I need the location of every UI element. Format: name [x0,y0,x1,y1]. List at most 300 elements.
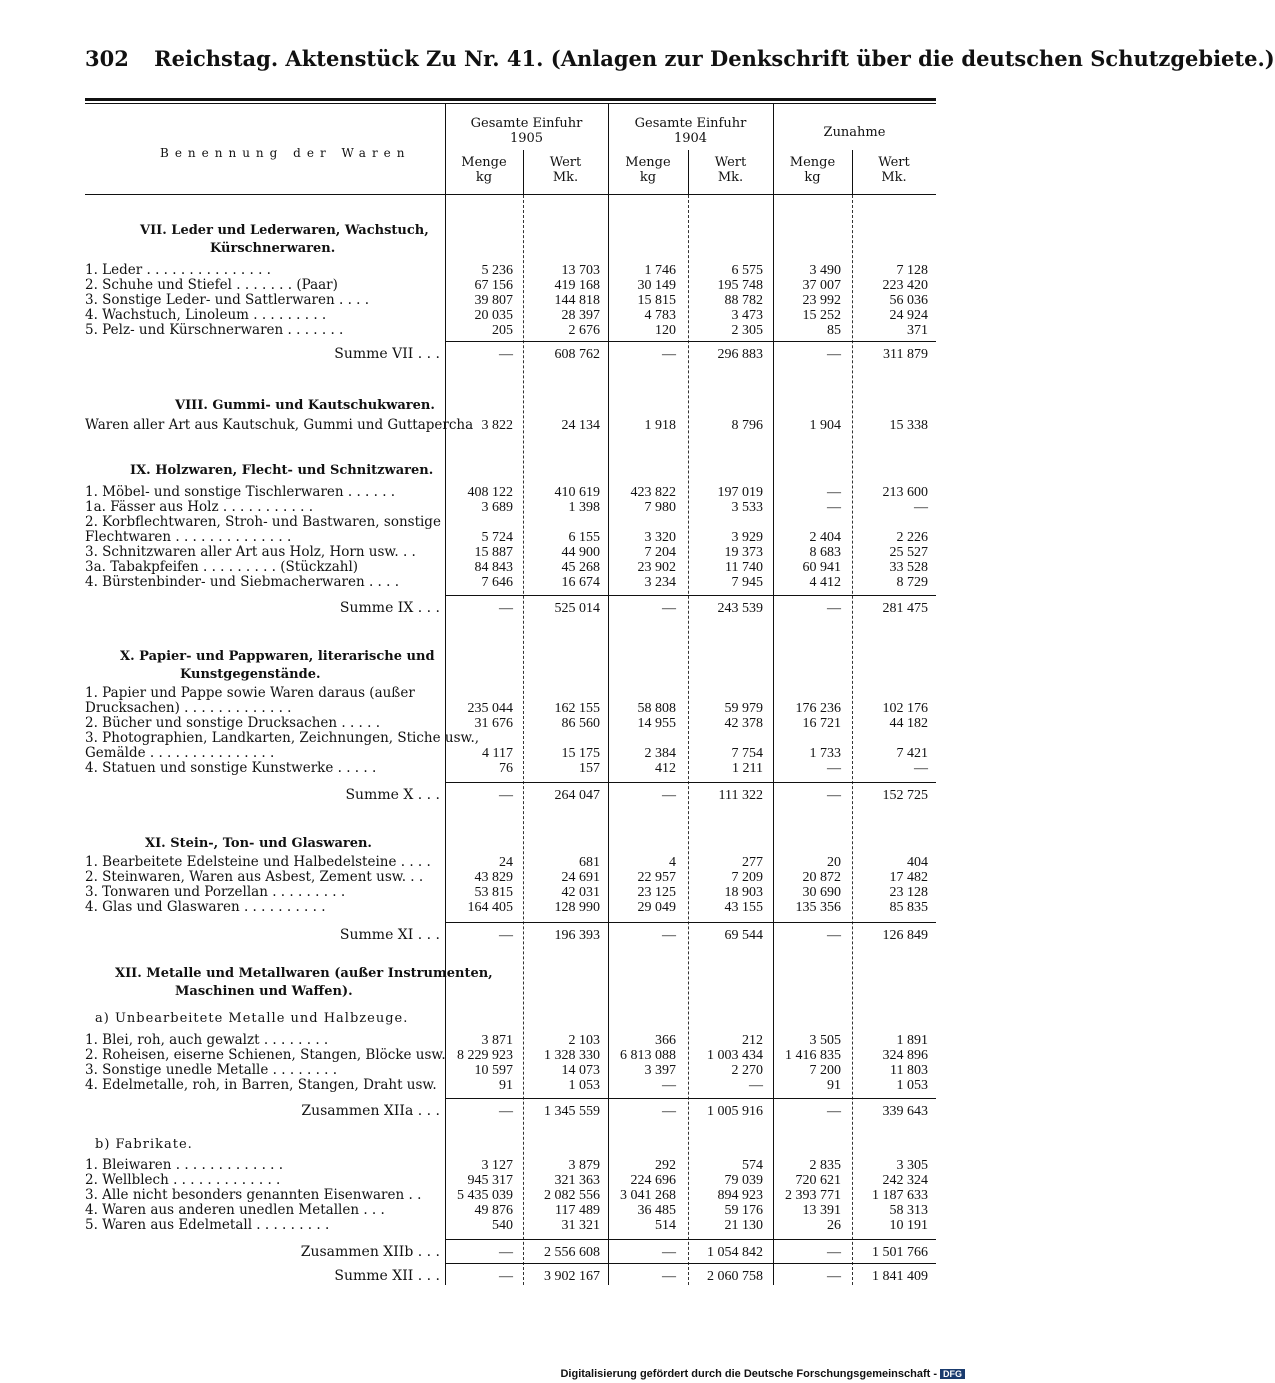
table-row [85,263,936,278]
cell-value: 525 014 [554,601,600,616]
cell-value: 242 324 [882,1173,928,1188]
cell-value: — [499,1104,513,1119]
cell-value: 212 [742,1033,763,1048]
sum-row [85,928,936,943]
section-title: X. Papier- und Pappwaren, literarische und Kunstgegenstände. [120,649,435,682]
cell-value: 1 904 [809,418,841,433]
cell-value: 11 740 [725,560,763,575]
cell-value: — [662,1104,676,1119]
table-row [85,855,936,870]
table-row [85,1063,936,1078]
cell-value: 16 674 [561,575,600,590]
cell-value: 3 902 167 [544,1269,600,1284]
cell-value: 79 039 [724,1173,763,1188]
cell-value: 423 822 [630,485,676,500]
cell-value: 59 176 [724,1203,763,1218]
cell-value: 3 689 [481,500,513,515]
cell-value: — [499,788,513,803]
cell-value: 408 122 [467,485,513,500]
cell-value: 3 822 [481,418,513,433]
table-row [85,1188,936,1203]
cell-value: 1 054 842 [707,1245,763,1260]
cell-value: 514 [655,1218,676,1233]
table-row [85,900,936,915]
cell-value: 30 690 [802,885,841,900]
cell-value: 24 924 [889,308,928,323]
row-label: 1. Leder . . . . . . . . . . . . . . . [85,262,271,278]
cell-value: 45 268 [561,560,600,575]
cell-value: 3 929 [731,530,763,545]
table-row [85,1033,936,1048]
col-group-1904: Gesamte Einfuhr 1904 [634,116,747,146]
cell-value: — [914,761,928,776]
cell-value: 1 345 559 [544,1104,600,1119]
cell-value: 3 505 [809,1033,841,1048]
cell-value: 8 683 [809,545,841,560]
row-label: 4. Wachstuch, Linoleum . . . . . . . . . [85,307,327,323]
cell-value: — [827,1269,841,1284]
sum-row [85,601,936,616]
cell-value: 574 [742,1158,763,1173]
row-label: 2. Korbflechtwaren, Stroh- und Bastwaren, sonstige [85,514,441,530]
row-label: 1a. Fässer aus Holz . . . . . . . . . . . [85,499,314,515]
cell-value: 15 815 [637,293,676,308]
row-label: 1. Bleiwaren . . . . . . . . . . . . . [85,1157,284,1173]
cell-value: 176 236 [795,701,841,716]
cell-value: — [662,347,676,362]
row-label: 2. Steinwaren, Waren aus Asbest, Zement usw. . . [85,869,424,885]
cell-value: 243 539 [717,601,763,616]
cell-value: 42 378 [724,716,763,731]
cell-value: 2 270 [731,1063,763,1078]
cell-value: 69 544 [724,928,763,943]
cell-value: — [827,788,841,803]
cell-value: 8 229 923 [457,1048,513,1063]
cell-value: 7 754 [731,746,763,761]
row-label: Zusammen XIIb . . . [300,1244,440,1260]
cell-value: 37 007 [802,278,841,293]
cell-value: 3 041 268 [620,1188,676,1203]
cell-value: 7 200 [809,1063,841,1078]
cell-value: 410 619 [554,485,600,500]
cell-value: 681 [579,855,600,870]
cell-value: 1 053 [568,1078,600,1093]
cell-value: 6 155 [568,530,600,545]
section-title: VII. Leder und Lederwaren, Wachstuch, Kürschnerwaren. [140,223,429,256]
cell-value: 135 356 [795,900,841,915]
cell-value: 59 979 [724,701,763,716]
cell-value: 44 900 [561,545,600,560]
section-title: XII. Metalle und Metallwaren (außer Instrumenten, Maschinen und Waffen). [115,966,493,999]
cell-value: 1 891 [896,1033,928,1048]
cell-value: 23 125 [637,885,676,900]
cell-value: 7 204 [644,545,676,560]
cell-value: 235 044 [467,701,513,716]
cell-value: 1 005 916 [707,1104,763,1119]
cell-value: — [499,1269,513,1284]
row-label: 3. Tonwaren und Porzellan . . . . . . . . . [85,884,346,900]
cell-value: 20 035 [474,308,513,323]
row-label: 3. Photographien, Landkarten, Zeichnungen, Stiche usw., [85,730,480,746]
row-label: Waren aller Art aus Kautschuk, Gummi und Guttapercha [85,417,474,433]
row-label: 3. Schnitzwaren aller Art aus Holz, Horn usw. . . [85,544,416,560]
cell-value: 1 211 [732,761,763,776]
cell-value: — [662,788,676,803]
cell-value: 53 815 [474,885,513,900]
cell-value: 894 923 [717,1188,763,1203]
section-title: IX. Holzwaren, Flecht- und Schnitzwaren. [130,463,434,478]
cell-value: 24 134 [561,418,600,433]
sum-rule [445,922,936,923]
row-label: 2. Wellblech . . . . . . . . . . . . . [85,1172,281,1188]
cell-value: 1 746 [644,263,676,278]
sum-rule [445,1239,936,1240]
cell-value: 945 317 [467,1173,513,1188]
table-row [85,500,936,515]
table-row [85,701,936,716]
row-label: 5. Pelz- und Kürschnerwaren . . . . . . . [85,322,344,338]
cell-value: 43 155 [724,900,763,915]
footer [560,1368,965,1380]
cell-value: 13 391 [802,1203,841,1218]
cell-value: 13 703 [561,263,600,278]
cell-value: 213 600 [882,485,928,500]
cell-value: — [827,500,841,515]
cell-value: 144 818 [554,293,600,308]
dfg-logo: DFG [940,1369,965,1379]
cell-value: — [662,1269,676,1284]
sum-rule [445,1098,936,1099]
table-row [85,1218,936,1233]
cell-value: 3 473 [731,308,763,323]
cell-value: 128 990 [554,900,600,915]
cell-value: 720 621 [795,1173,841,1188]
row-label: 2. Schuhe und Stiefel . . . . . . . (Paar) [85,277,338,293]
row-label: 1. Blei, roh, auch gewalzt . . . . . . . . [85,1032,329,1048]
cell-value: — [499,928,513,943]
table-row [85,716,936,731]
page-title: Reichstag. Aktenstück Zu Nr. 41. (Anlagen zur Denkschrift über die deutschen Schutzgebiete.) [154,46,1275,71]
table-row [85,731,936,746]
table-row [85,1158,936,1173]
footer-text: Digitalisierung gefördert durch die Deutsche Forschungsgemeinschaft - [560,1368,937,1380]
table-row [85,485,936,500]
cell-value: 36 485 [637,1203,676,1218]
cell-value: 311 879 [883,347,928,362]
cell-value: — [499,1245,513,1260]
cell-value: — [827,928,841,943]
col-menge: Menge kg [461,155,507,185]
cell-value: 224 696 [630,1173,676,1188]
table-row [85,1048,936,1063]
cell-value: — [499,601,513,616]
row-label: 4. Waren aus anderen unedlen Metallen . . . [85,1202,385,1218]
header-bottom-rule [85,194,936,195]
cell-value: — [827,485,841,500]
cell-value: 2 103 [568,1033,600,1048]
cell-value: 85 835 [889,900,928,915]
cell-value: 49 876 [474,1203,513,1218]
col-group-1905: Gesamte Einfuhr 1905 [470,116,583,146]
cell-value: 43 829 [474,870,513,885]
row-label: 2. Roheisen, eiserne Schienen, Stangen, Blöcke usw. [85,1047,446,1063]
table-row [85,1173,936,1188]
row-label: 2. Bücher und sonstige Drucksachen . . . . . [85,715,380,731]
cell-value: — [499,347,513,362]
cell-value: 195 748 [717,278,763,293]
row-label: 1. Papier und Pappe sowie Waren daraus (außer [85,685,415,701]
cell-value: 91 [827,1078,841,1093]
cell-value: 540 [492,1218,513,1233]
cell-value: 339 643 [882,1104,928,1119]
table-row [85,885,936,900]
cell-value: 1 053 [896,1078,928,1093]
table-row [85,575,936,590]
cell-value: 152 725 [882,788,928,803]
col-wert: Wert Mk. [549,155,582,185]
cell-value: 1 501 766 [872,1245,928,1260]
table-row [85,870,936,885]
cell-value: 608 762 [554,347,600,362]
cell-value: 5 435 039 [457,1188,513,1203]
cell-value: 2 060 758 [707,1269,763,1284]
row-label: 4. Statuen und sonstige Kunstwerke . . . . . [85,760,377,776]
header-rule [85,98,936,101]
col-menge: Menge kg [625,155,671,185]
cell-value: 277 [742,855,763,870]
cell-value: 1 733 [809,746,841,761]
cell-value: 7 980 [644,500,676,515]
cell-value: 162 155 [554,701,600,716]
table-row [85,293,936,308]
cell-value: 1 416 835 [785,1048,841,1063]
cell-value: 3 397 [644,1063,676,1078]
cell-value: 88 782 [724,293,763,308]
cell-value: — [827,761,841,776]
cell-value: 197 019 [717,485,763,500]
header-rule-thin [85,103,936,104]
cell-value: 1 328 330 [544,1048,600,1063]
cell-value: 39 807 [474,293,513,308]
cell-value: 3 879 [568,1158,600,1173]
sum-row [85,788,936,803]
cell-value: 3 305 [896,1158,928,1173]
cell-value: 22 957 [637,870,676,885]
sum-rule [445,1263,936,1264]
cell-value: 2 384 [644,746,676,761]
cell-value: — [662,1078,676,1093]
cell-value: 2 404 [809,530,841,545]
table-row [85,308,936,323]
row-label: 3. Sonstige unedle Metalle . . . . . . . . [85,1062,338,1078]
cell-value: 3 320 [644,530,676,545]
cell-value: 5 236 [481,263,513,278]
table-row [85,278,936,293]
table-row [85,515,936,530]
column-label-header: Benennung der Waren [160,146,411,160]
cell-value: 31 321 [561,1218,600,1233]
cell-value: 366 [655,1033,676,1048]
cell-value: 58 313 [889,1203,928,1218]
cell-value: 4 117 [482,746,513,761]
table-row [85,560,936,575]
cell-value: 157 [579,761,600,776]
sum-rule [445,595,936,596]
table-row [85,1203,936,1218]
table-row [85,1078,936,1093]
cell-value: 23 902 [637,560,676,575]
cell-value: 15 887 [474,545,513,560]
sum-row [85,1269,936,1284]
sum-row [85,347,936,362]
table-row [85,545,936,560]
cell-value: 3 871 [481,1033,513,1048]
row-label: Summe IX . . . [339,600,440,616]
row-label: 3. Sonstige Leder- und Sattlerwaren . . . . [85,292,370,308]
cell-value: 11 803 [890,1063,928,1078]
cell-value: 6 575 [731,263,763,278]
row-label: 4. Glas und Glaswaren . . . . . . . . . . [85,899,326,915]
cell-value: 196 393 [554,928,600,943]
cell-value: — [662,928,676,943]
cell-value: 2 226 [896,530,928,545]
cell-value: 6 813 088 [620,1048,676,1063]
col-group-zunahme: Zunahme [823,125,886,140]
cell-value: 1 187 633 [872,1188,928,1203]
cell-value: 15 252 [802,308,841,323]
cell-value: 86 560 [561,716,600,731]
cell-value: 412 [655,761,676,776]
cell-value: 20 [827,855,841,870]
cell-value: — [827,601,841,616]
cell-value: 29 049 [637,900,676,915]
section-title: a) Unbearbeitete Metalle und Halbzeuge. [95,1011,409,1026]
table-row [85,746,936,761]
row-label: 3. Alle nicht besonders genannten Eisenwaren . . [85,1187,422,1203]
page-number: 302 [85,46,129,71]
sum-rule [445,782,936,783]
row-label: Summe X . . . [345,787,440,803]
cell-value: 84 843 [474,560,513,575]
cell-value: 223 420 [882,278,928,293]
cell-value: 2 305 [731,323,763,338]
cell-value: 281 475 [882,601,928,616]
cell-value: 58 808 [637,701,676,716]
cell-value: 7 209 [731,870,763,885]
cell-value: 205 [492,323,513,338]
cell-value: 164 405 [467,900,513,915]
cell-value: 19 373 [724,545,763,560]
sum-row [85,1245,936,1260]
cell-value: 1 918 [644,418,676,433]
cell-value: 3 533 [731,500,763,515]
cell-value: 7 945 [731,575,763,590]
cell-value: 4 783 [644,308,676,323]
cell-value: 126 849 [882,928,928,943]
cell-value: 24 691 [561,870,600,885]
cell-value: 292 [655,1158,676,1173]
col-menge: Menge kg [789,155,836,185]
cell-value: 371 [907,323,928,338]
cell-value: 15 175 [561,746,600,761]
cell-value: 2 676 [568,323,600,338]
cell-value: 31 676 [474,716,513,731]
cell-value: 42 031 [561,885,600,900]
row-label: 3a. Tabakpfeifen . . . . . . . . . (Stückzahl) [85,559,359,575]
cell-value: 1 003 434 [707,1048,763,1063]
cell-value: 15 338 [889,418,928,433]
cell-value: 23 992 [802,293,841,308]
table-row [85,530,936,545]
cell-value: 56 036 [889,293,928,308]
table-row [85,418,936,433]
cell-value: 60 941 [802,560,841,575]
cell-value: 5 724 [481,530,513,545]
cell-value: — [827,347,841,362]
row-label: 4. Edelmetalle, roh, in Barren, Stangen, Draht usw. [85,1077,437,1093]
cell-value: 23 128 [889,885,928,900]
cell-value: 10 191 [889,1218,928,1233]
cell-value: 7 128 [896,263,928,278]
cell-value: 3 234 [644,575,676,590]
cell-value: 117 489 [555,1203,600,1218]
cell-value: — [827,1104,841,1119]
row-label: Summe VII . . . [334,346,440,362]
cell-value: 4 412 [809,575,841,590]
cell-value: 26 [827,1218,841,1233]
cell-value: 25 527 [889,545,928,560]
cell-value: — [827,1245,841,1260]
row-label: Summe XII . . . [334,1268,440,1284]
cell-value: 404 [907,855,928,870]
cell-value: 1 398 [568,500,600,515]
row-label: 1. Möbel- und sonstige Tischlerwaren . . . . . . [85,484,396,500]
cell-value: — [914,500,928,515]
cell-value: 3 490 [809,263,841,278]
cell-value: 44 182 [889,716,928,731]
cell-value: 8 729 [896,575,928,590]
row-label: 4. Bürstenbinder- und Siebmacherwaren . . . . [85,574,400,590]
cell-value: 2 556 608 [544,1245,600,1260]
cell-value: 85 [827,323,841,338]
cell-value: 76 [499,761,513,776]
cell-value: 111 322 [718,788,763,803]
table-row [85,761,936,776]
cell-value: 67 156 [474,278,513,293]
sum-rule [445,341,936,342]
row-label: 1. Bearbeitete Edelsteine und Halbedelsteine . . . . [85,854,431,870]
cell-value: 120 [655,323,676,338]
row-label: Summe XI . . . [339,927,440,943]
cell-value: — [662,601,676,616]
cell-value: — [662,1245,676,1260]
cell-value: 4 [669,855,676,870]
cell-value: 30 149 [637,278,676,293]
cell-value: 1 841 409 [872,1269,928,1284]
section-title: XI. Stein-, Ton- und Glaswaren. [145,836,372,851]
row-label: 5. Waren aus Edelmetall . . . . . . . . . [85,1217,330,1233]
col-wert: Wert Mk. [878,155,910,185]
cell-value: 18 903 [724,885,763,900]
sum-row [85,1104,936,1119]
row-label: Zusammen XIIa . . . [301,1103,440,1119]
cell-value: 2 393 771 [785,1188,841,1203]
col-wert: Wert Mk. [714,155,747,185]
cell-value: 33 528 [889,560,928,575]
cell-value: 264 047 [554,788,600,803]
cell-value: 102 176 [882,701,928,716]
cell-value: 91 [499,1078,513,1093]
